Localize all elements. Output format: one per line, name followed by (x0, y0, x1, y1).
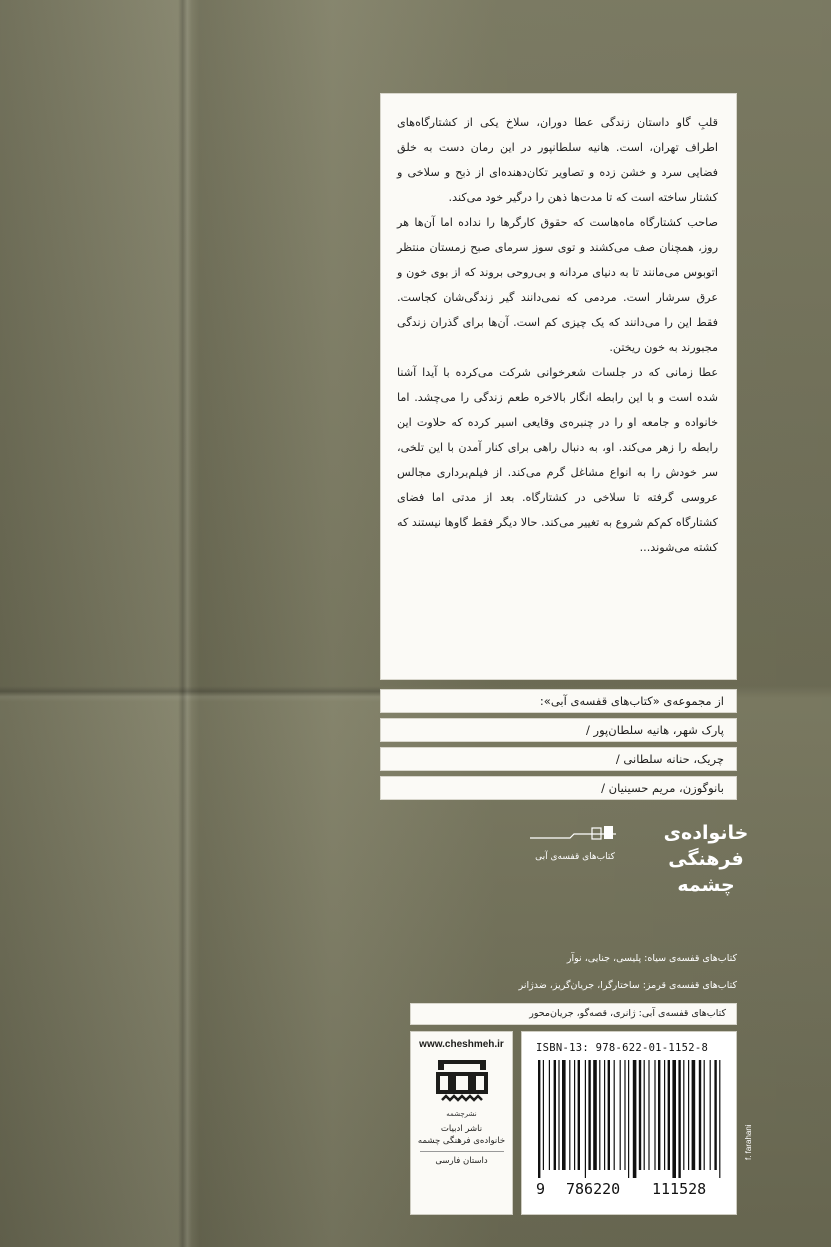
publisher-line-2: خانواده‌ی فرهنگی چشمه (417, 1136, 506, 1146)
series-item: چریک، حنانه سلطانی / (380, 747, 737, 771)
blurb-panel (380, 93, 737, 680)
divider (420, 1151, 504, 1152)
isbn-label: ISBN-13: 978-622-01-1152-8 (536, 1042, 709, 1054)
publisher-logo-line-1: خانواده‌ی (663, 822, 749, 844)
category-line-red: کتاب‌های قفسه‌ی قرمز: ساختارگرا، جریان‌گریز، ضدژانر (518, 980, 737, 991)
paper-crease-vertical (178, 0, 192, 1247)
publisher-website: www.cheshmeh.ir (419, 1039, 504, 1050)
publisher-logo (652, 820, 760, 930)
paper-crease-horizontal (0, 686, 380, 702)
series-heading: از مجموعه‌ی «کتاب‌های قفسه‌ی آبی»: (380, 689, 737, 713)
barcode-box (521, 1031, 737, 1215)
emblem-caption: نشرچشمه (446, 1110, 477, 1118)
series-item: بانوگوزن، مریم حسینیان / (380, 776, 737, 800)
blurb-paragraph-1: قلبِ گاو داستان زندگی عطا دوران، سلاخ یکی از کشتارگاه‌های اطراف تهران، است. هانیه سلطانپور در این رمان دست به خلق فضایی سرد و خشن زده و تصاویر تکان‌دهنده‌ای از ذبح و سلاخی و کشتار ساخته است که تا مدت‌ها ذهن را درگیر خود می‌کند. (397, 116, 718, 204)
blue-shelf-series-logo (520, 818, 630, 870)
series-item: پارک شهر، هانیه سلطان‌پور / (380, 718, 737, 742)
publisher-line-3: داستان فارسی (435, 1156, 488, 1166)
category-line-black: کتاب‌های قفسه‌ی سیاه: پلیسی، جنایی، نوآر (566, 953, 737, 964)
blurb-paragraph-3: عطا زمانی که در جلسات شعرخوانی شرکت می‌کرده با آیدا آشنا شده است و با این رابطه انگار بالاخره طعم زندگی را می‌چشد. اما خانواده و جامعه او را در چنبره‌ی وقایعی اسیر کرده که حلاوت این رابطه را زهر می‌کند. او، به دنبال راهی برای کنار آمدن با این تلخی، سر خودش را به انواع مشاغل گرم می‌کند. از فیلم‌برداری مجالس عروسی گرفته تا سلاخی در کشتارگاه. بعد از مدتی اما فضای کشتارگاه کم‌کم شروع به تغییر می‌کند. حالا دیگر فقط گاوها نیستند که کشته می‌شوند... (396, 366, 718, 554)
blurb-paragraph-2: صاحب کشتارگاه ماه‌هاست که حقوق کارگرها را نداده اما آن‌ها هر روز، همچنان صف می‌کشند و توی سوز سرمای صبح زمستان منتظر اتوبوس می‌مانند تا به دنیای مردانه و بی‌روحی بروند که از بوی خون و عرق سرشار است. مردمی که نمی‌دانند گیر زندگی‌شان کجاست. فقط این را می‌دانند که یک چیزی کم است. آن‌ها برای گذران زندگی مجبورند به خون ریختن. (397, 216, 718, 354)
category-line-blue: کتاب‌های قفسه‌ی آبی: ژانری، قصه‌گو، جریان‌محور (410, 1003, 737, 1025)
publisher-info-box (410, 1031, 513, 1215)
barcode-digit-first: 9 (536, 1180, 546, 1198)
series-logo-label: کتاب‌های قفسه‌ی آبی (535, 852, 615, 862)
cheshmeh-emblem-icon (434, 1056, 490, 1108)
publisher-logo-line-2: فرهنگی (668, 848, 744, 870)
barcode-digits-right: 111528 (652, 1180, 707, 1198)
designer-credit: f. farahani (744, 1124, 753, 1160)
publisher-line-1: ناشر ادبیات (440, 1124, 483, 1134)
barcode-icon (534, 1060, 726, 1180)
publisher-logo-line-3: چشمه (677, 874, 735, 896)
barcode-digits-left: 786220 (566, 1180, 621, 1198)
